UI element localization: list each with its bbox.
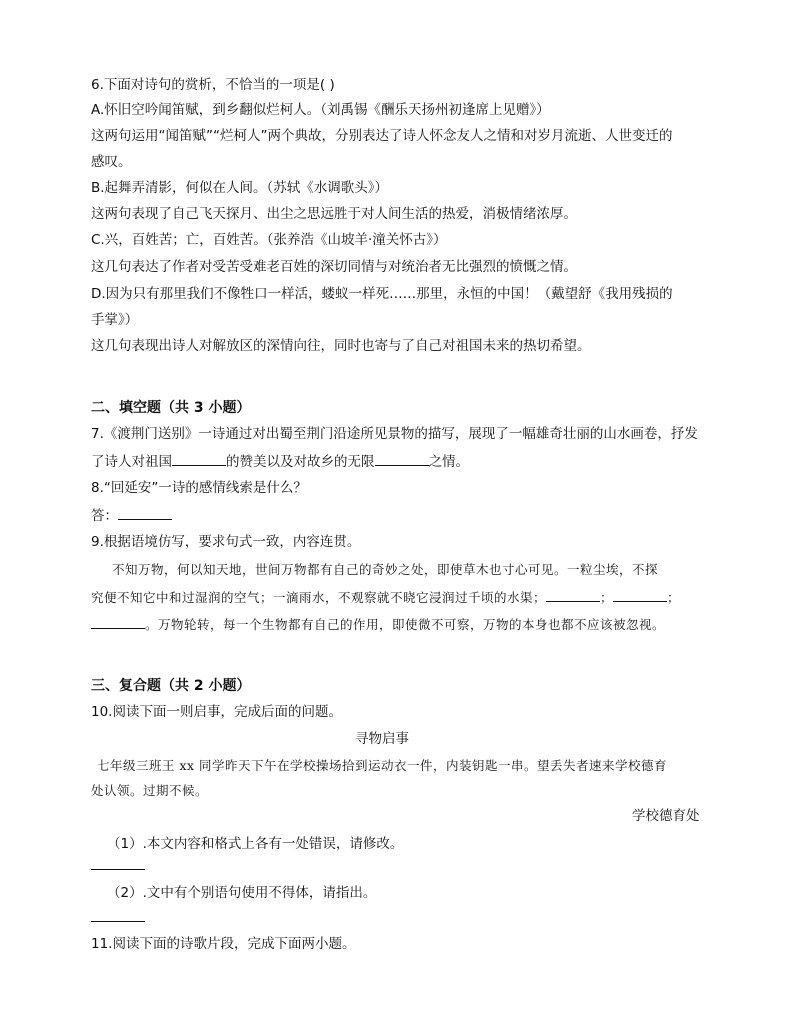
q9-passage-2-end: ； (667, 590, 681, 605)
q9-passage-1: 不知万物，何以知天地，世间万物都有自己的奇妙之处，即使草木也寸心可见。一粒尘埃，不探 (112, 562, 659, 577)
q6-option-a-note-1: 这两句运用“闻笛赋”“烂柯人”两个典故，分别表达了诗人怀念友人之情和对岁月流逝、人世变迁的 (91, 128, 673, 144)
q9-blank-1[interactable] (546, 587, 600, 602)
q7-blank-2[interactable] (375, 451, 429, 466)
q7-text-a: 了诗人对祖国 (91, 454, 172, 470)
q9-passage-3-text: 。万物轮转，每一个生物都有自己的作用，即使微不可察，万物的本身也都不应该被忽视。 (145, 617, 666, 632)
q10-instruction: 10.阅读下面一则启事，完成后面的问题。 (91, 704, 342, 720)
section-3-heading: 三、复合题（共 2 小题） (91, 678, 251, 694)
q6-option-a: A.怀旧空吟闻笛赋，到乡翻似烂柯人。（刘禹锡《酬乐天扬州初逢席上见赠》） (91, 102, 550, 118)
q6-option-d-1: D.因为只有那里我们不像牲口一样活，蝼蚁一样死……那里，永恒的中国！（戴望舒《我用残损的 (91, 286, 673, 302)
notice-signature: 学校德育处 (632, 808, 700, 824)
section-2-heading: 二、填空题（共 3 小题） (91, 400, 251, 416)
q9-passage-3 (91, 614, 665, 635)
q6-option-c: C.兴，百姓苦；亡，百姓苦。（张养浩《山坡羊·潼关怀古》） (91, 232, 447, 248)
notice-body-2: 处认领。过期不候。 (91, 783, 209, 798)
notice-body-1: 七年级三班王 xx 同学昨天下午在学校操场拾到运动衣一件，内装钥匙一串。望丢失者速来学校德育 (97, 758, 668, 773)
q9-passage-2-sep: ； (600, 590, 614, 605)
q8-answer-blank[interactable] (118, 505, 172, 520)
q8-answer-label: 答： (91, 508, 118, 524)
q8-question: 8.“回延安”一诗的感情线索是什么？ (91, 480, 307, 496)
q8-answer-line (91, 505, 172, 526)
q6-option-d-note: 这几句表现出诗人对解放区的深情向往，同时也寄与了自己对祖国未来的热切希望。 (91, 338, 591, 354)
q9-blank-2[interactable] (613, 587, 667, 602)
q6-stem: 6.下面对诗句的赏析，不恰当的一项是( ) (91, 77, 335, 93)
q9-passage-2-text: 究便不知它中和过湿润的空气；一滴雨水，不观察就不晓它浸润过千顷的水渠； (91, 590, 547, 605)
q10-sub-question-1: （1）.本文内容和格式上各有一处错误，请修改。 (107, 836, 404, 852)
q9-instruction: 9.根据语境仿写，要求句式一致，内容连贯。 (91, 534, 361, 550)
q9-blank-3[interactable] (91, 614, 145, 629)
q10-answer-line-1[interactable] (91, 869, 145, 870)
q7-line-2 (91, 451, 469, 472)
q7-blank-1[interactable] (172, 451, 226, 466)
q10-sub-question-2: （2）.文中有个别语句使用不得体，请指出。 (107, 885, 377, 901)
q6-option-a-note-2: 感叹。 (91, 154, 132, 170)
q9-passage-2 (91, 587, 680, 608)
q10-answer-line-2[interactable] (91, 921, 145, 922)
notice-title: 寻物启事 (355, 731, 409, 747)
q6-option-d-2: 手掌》） (91, 312, 139, 328)
q7-line-1: 7.《渡荆门送别》一诗通过对出蜀至荆门沿途所见景物的描写，展现了一幅雄奇壮丽的山水画卷，抒发 (91, 426, 698, 442)
q7-text-c: 之情。 (428, 454, 469, 470)
q6-option-b: B.起舞弄清影，何似在人间。（苏轼《水调歌头》） (91, 180, 389, 196)
q6-option-c-note: 这几句表达了作者对受苦受难老百姓的深切同情与对统治者无比强烈的愤慨之情。 (91, 259, 577, 275)
q11-instruction: 11.阅读下面的诗歌片段，完成下面两小题。 (91, 936, 356, 952)
q6-option-b-note: 这两句表现了自己飞天探月、出尘之思远胜于对人间生活的热爱，消极情绪浓厚。 (91, 206, 577, 222)
q7-text-b: 的赞美以及对故乡的无限 (226, 454, 375, 470)
